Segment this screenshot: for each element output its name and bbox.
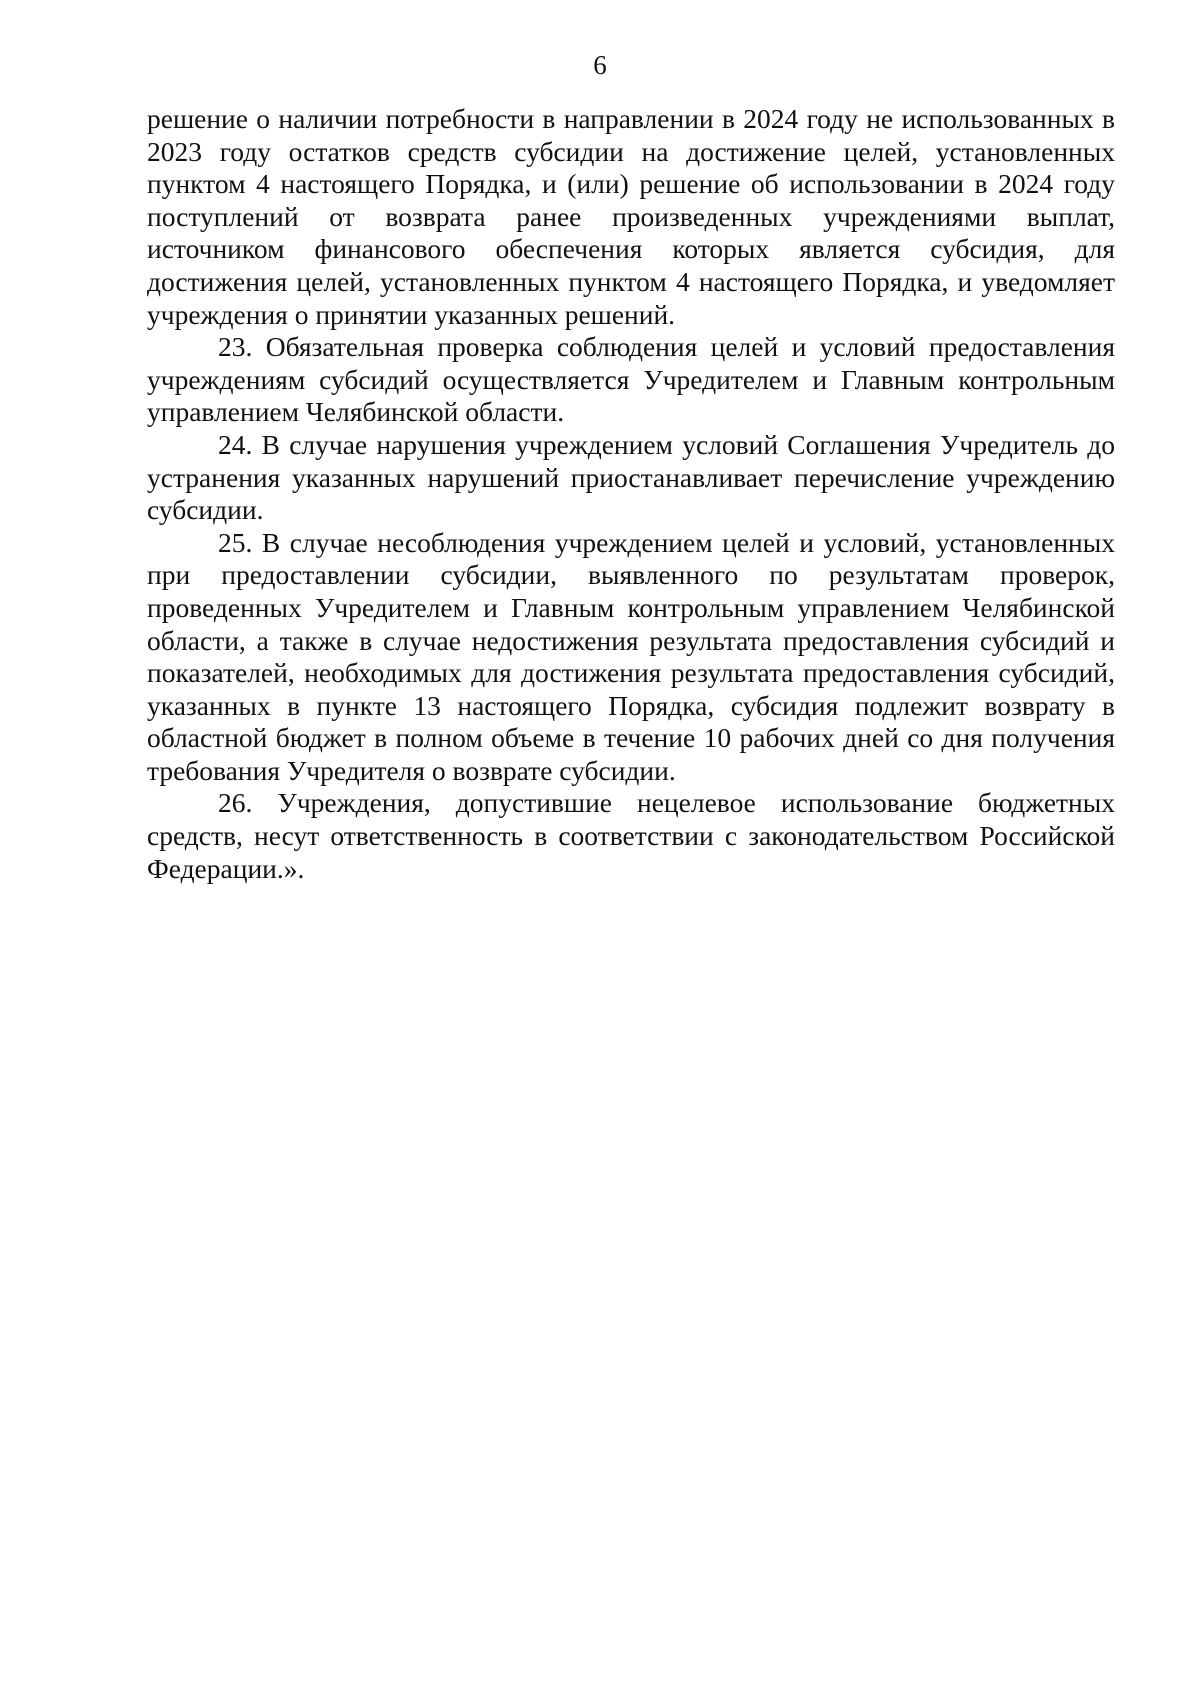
- paragraph-23: 23. Обязательная проверка соблюдения целей и условий предоставления учреждениям субсидий осуществляется Учредителем и Главным контрольным управлением Челябинской области.: [147, 331, 1115, 428]
- paragraph-continuation: решение о наличии потребности в направлении в 2024 году не использованных в 2023 году остатков средств субсидии на достижение целей, установленных пунктом 4 настоящего Порядка, и (или) решение об использовании в 2024 году поступлений от возврата ранее произведенных учреждениями выплат, источником финансового обеспечения которых является субсидия, для достижения целей, установленных пунктом 4 настоящего Порядка, и уведомляет учреждения о принятии указанных решений.: [147, 103, 1115, 330]
- document-body: [147, 103, 1115, 885]
- paragraph-25: 25. В случае несоблюдения учреждением целей и условий, установленных при предоставлении субсидии, выявленного по результатам проверок, проведенных Учредителем и Главным контрольным управлением Челябинской области, а также в случае недостижения результата предоставления субсидий и показателей, необходимых для достижения результата предоставления субсидий, указанных в пункте 13 настоящего Порядка, субсидия подлежит возврату в областной бюджет в полном объеме в течение 10 рабочих дней со дня получения требования Учредителя о возврате субсидии.: [147, 526, 1115, 786]
- paragraph-26: 26. Учреждения, допустившие нецелевое использование бюджетных средств, несут ответственность в соответствии с законодательством Российской Федерации.».: [147, 787, 1115, 884]
- paragraph-24: 24. В случае нарушения учреждением условий Соглашения Учредитель до устранения указанных нарушений приостанавливает перечисление учреждению субсидии.: [147, 428, 1115, 526]
- page-number: 6: [593, 50, 607, 80]
